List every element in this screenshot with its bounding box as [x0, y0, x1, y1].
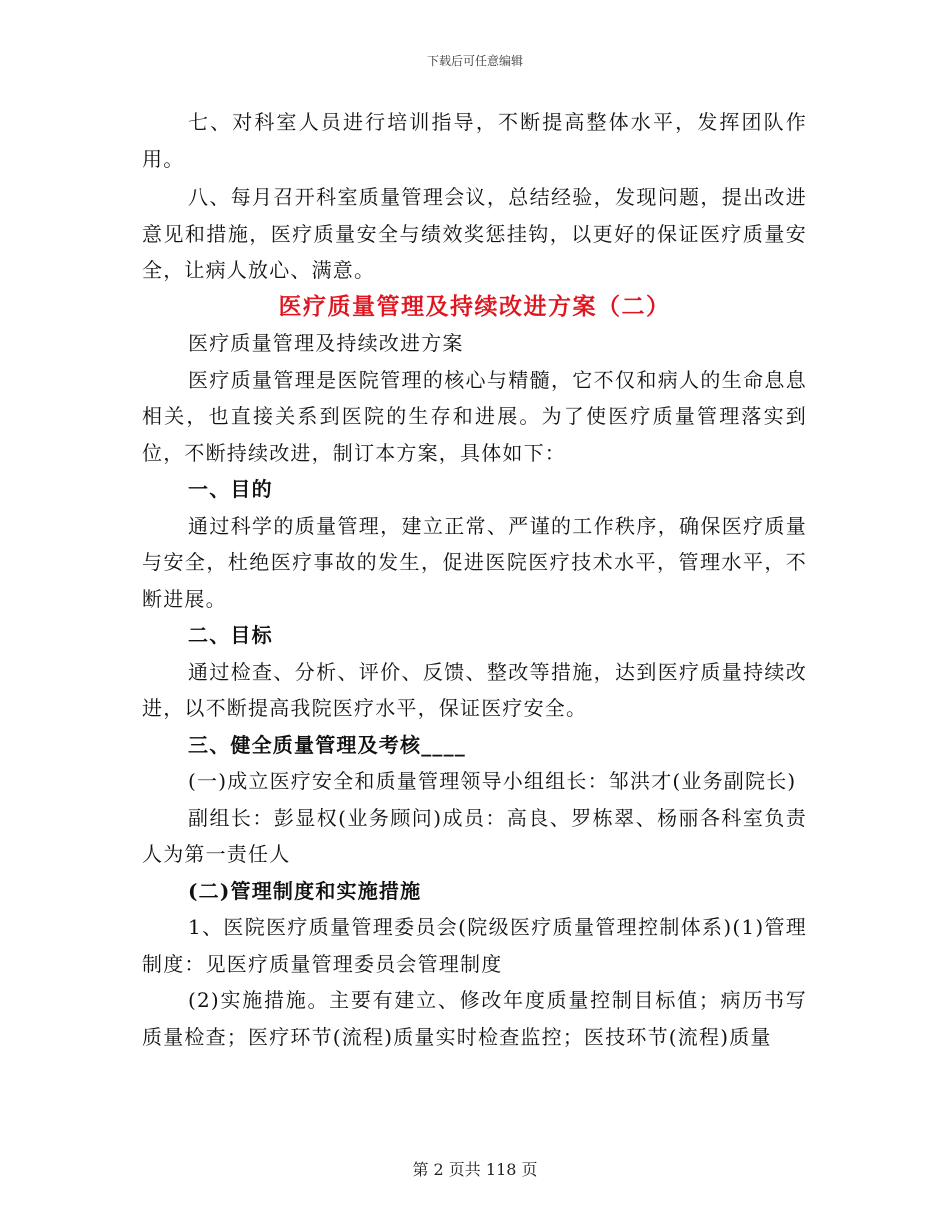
- purpose-paragraph: 通过科学的质量管理，建立正常、严谨的工作秩序，确保医疗质量与安全，杜绝医疗事故的发生，促进医院医疗技术水平，管理水平，不断进展。: [142, 513, 807, 611]
- intro-paragraph: 医疗质量管理是医院管理的核心与精髓，它不仅和病人的生命息息相关，也直接关系到医院的生存和进展。为了使医疗质量管理落实到位，不断持续改进，制订本方案，具体如下：: [142, 367, 807, 465]
- heading-purpose: 一、目的: [188, 477, 273, 501]
- page-header: 下载后可任意编辑: [426, 54, 523, 68]
- document-body: [142, 104, 807, 1055]
- heading-goal: 二、目标: [188, 623, 273, 647]
- heading-system-measures: (二)管理制度和实施措施: [188, 878, 422, 903]
- section-subtitle: 医疗质量管理及持续改进方案: [188, 331, 464, 355]
- page-footer: 第 2 页共 118 页: [412, 1160, 538, 1179]
- heading-management: 三、健全质量管理及考核____: [188, 732, 466, 757]
- leadership-group-paragraph: (一)成立医疗安全和质量管理领导小组组长：邹洪才(业务副院长): [188, 769, 797, 793]
- item-two-paragraph: (2)实施措施。主要有建立、修改年度质量控制目标值；病历书写质量检查；医疗环节(流程)质量实时检查监控；医技环节(流程)质量: [142, 988, 807, 1049]
- deputy-paragraph: 副组长：彭显权(业务顾问)成员：高良、罗栋翠、杨丽各科室负责人为第一责任人: [142, 805, 807, 866]
- item-one-paragraph: 1、医院医疗质量管理委员会(院级医疗质量管理控制体系)(1)管理制度：见医疗质量管理委员会管理制度: [142, 915, 807, 976]
- goal-paragraph: 通过检查、分析、评价、反馈、整改等措施，达到医疗质量持续改进，以不断提高我院医疗水平，保证医疗安全。: [142, 659, 807, 720]
- paragraph-seven: 七、对科室人员进行培训指导，不断提高整体水平，发挥团队作用。: [142, 110, 807, 171]
- section-title: 医疗质量管理及持续改进方案（二）: [278, 292, 671, 320]
- paragraph-eight: 八、每月召开科室质量管理会议，总结经验，发现问题，提出改进意见和措施，医疗质量安全与绩效奖惩挂钩，以更好的保证医疗质量安全，让病人放心、满意。: [142, 185, 807, 282]
